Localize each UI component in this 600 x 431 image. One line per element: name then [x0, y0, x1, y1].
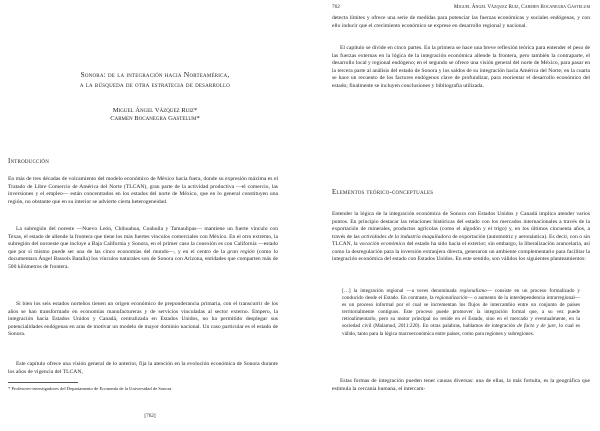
author-1: Miguel Ángel Vázquez Ruiz* — [112, 107, 198, 114]
paragraph-7-start: Entender la lógica de la integración económica de Sonora con Estados Unidos y Canadá implica atender varios puntos. En principio destacar las relaciones históricas del estado con los mercados internacionales a través de la exportación de minerales, productos agrícolas (como el algodón y el trigo) y, en los últimos cincuenta años, a través de las — [332, 211, 590, 240]
quote-mid-2: — o aumento de la interdependencia intrarregional— es un proceso informal por el cual se incrementan los flujos de intercambio entre un conjunto de países territorialmente contiguos. Este proceso puede promover la integración formal que, a su vez puede retroalimentarlo, pero su motor principal no reside en el Estado, sino en el mercado y eventualmente, en la sociedad civil (Malamud, 2011:220). En otras palabras, hablamos de integración — [342, 295, 581, 330]
paragraph-7-mid: de exportación (automotriz y aeronáutica). Es decir, con o sin TLCAN, la — [332, 233, 591, 248]
section-heading-introduction: Introducción — [8, 158, 50, 165]
section-heading-theory: Elementos teórico-conceptuales — [332, 189, 434, 196]
quote-emphasis-2: regionalización — [435, 295, 468, 302]
block-quote — [342, 288, 580, 338]
paragraph-3: Si bien los seis estados norteños tienen un origen económico de preponderancia primaria, con el transcurrir de los años se han transformado en economías manufactureras y de servicios vinculadas al sector externo. Empero, la integración hacia Estados Unidos y Canadá, centralizada en Estados Unidos, no ha permitido desplegar sus potencialidades endógenas en aras de motivar un modelo de mayor dominio nacional. Un caso particular es el estado de Sonora. — [8, 301, 278, 338]
paragraph-5: detecta límites y ofrece una serie de medidas para potenciar las fuerzas económicas y sociales endógenas, y con ello inducir que el crecimiento económico se exprese en desarrollo regional y nacional. — [332, 15, 590, 29]
paragraph-6: El capítulo se divide en cinco partes. En la primera se hace una breve reflexión teórica para entender el peso de las fuerzas externas en la lógica de la integración económica allende la frontera, pero también la contraparte, el desarrollo local y regional endógeno; en el segundo se ofrece una visión general del norte de México, para pasar en la tercera parte al análisis del estado de Sonora y los saldos de su integración hacia América del Norte; en la cuarta se hace un recuento de los factores endógenos clave de profundizar, para reorientar el desarrollo económico del estado; finalmente se incluyen conclusiones y bibliografía utilizada. — [332, 45, 590, 89]
title-line-2: a la búsqueda de otra estrategia de desarrollo — [79, 80, 231, 89]
quote-emphasis-1: regionalismo — [459, 288, 487, 294]
chapter-title — [44, 70, 266, 90]
page-folio: [762] — [144, 413, 156, 419]
paragraph-1: En más de tres décadas de volcamiento del modelo económico de México hacia fuera, donde su expresión máxima es el Tratado de Libre Comercio de América del Norte (TLCAN), gran parte de la actividad productiva —el comercio, las inversiones y el empleo— están concentrados en los estados del norte de México, que en lo general constituyen una región, no obstante que en su interior se advierte cierta heterogeneidad. — [8, 176, 278, 205]
right-page — [300, 0, 600, 431]
quote-emphasis-3: de facto y de jure — [517, 323, 556, 330]
paragraph-8: Estas formas de integración pueden tener causas diversas: una de ellas, la más fortuita, es la geográfica que estimula la cercanía humana, el intercam- — [332, 378, 590, 392]
author-2: Carmen Bocanegra Gastelum* — [110, 115, 200, 122]
quote-start: […] la integración regional —a veces denominada — [342, 288, 457, 294]
running-head-authors: Miguel Ángel Vázquez Ruiz, Carmen Bocanegra Gastelum — [453, 4, 590, 10]
running-head — [332, 4, 590, 10]
paragraph-7-emphasis-2: vocación económica — [359, 241, 406, 248]
paragraph-2-end: (como lo documentara Ángel Bassols Batalla) los vínculos naturales son de Sonora con Arizona, entidades que comparten más de 500 kilómetros de frontera. — [8, 248, 279, 270]
paragraph-4: Este capítulo ofrece una visión general de lo anterior, fija la atención en la evolución económica de Sonora durante los años de vigencia del TLCAN, — [8, 361, 278, 375]
quote-mid-1: — consiste en un proceso formalizado y conducido desde el Estado. En contraste, la — [342, 288, 580, 302]
paragraph-7-emphasis-1: actividades de la industria maquiladora — [361, 233, 451, 240]
paragraph-2 — [8, 226, 278, 271]
footnote-rule — [8, 382, 78, 383]
footnote: * Profesores-investigadores del Departamento de Economía de la Universidad de Sonora. — [8, 386, 173, 391]
page-number: 762 — [332, 4, 340, 10]
paragraph-2-start: La subregión del noreste —Nuevo León, Chihuahua, Coahuila y Tamaulipas— mantiene un fuerte vínculo con Texas, el estado de allende la frontera que tiene los más fuertes vínculos comerciales con México. En el otro extremo, la subregión del noroeste que incluye a Baja California y Sonora, en el primer caso la conexión es con California —estado que por sí mismo puede ser una de las cinco economías del mundo—, y en el centro de la — [8, 226, 278, 255]
paragraph-7-end: del estado ha sido hacia el exterior; sin embargo, la liberalización arancelaria, así como la desregulación para la inversión extranjera directa, generaron un ambiente complementario para facilitar la integración económica del estado con Estados Unidos. En este sentido, son válidos los siguientes planteamientos: — [332, 241, 590, 263]
paragraph-7 — [332, 211, 590, 264]
quote-end: , lo cual es válido, tanto para la lógica macroeconómica entre países, como para regiones y subregiones. — [342, 323, 580, 337]
title-line-1: Sonora: de la integración hacia Norteamérica, — [80, 70, 230, 79]
paragraph-2-emphasis: gran región — [227, 248, 255, 255]
